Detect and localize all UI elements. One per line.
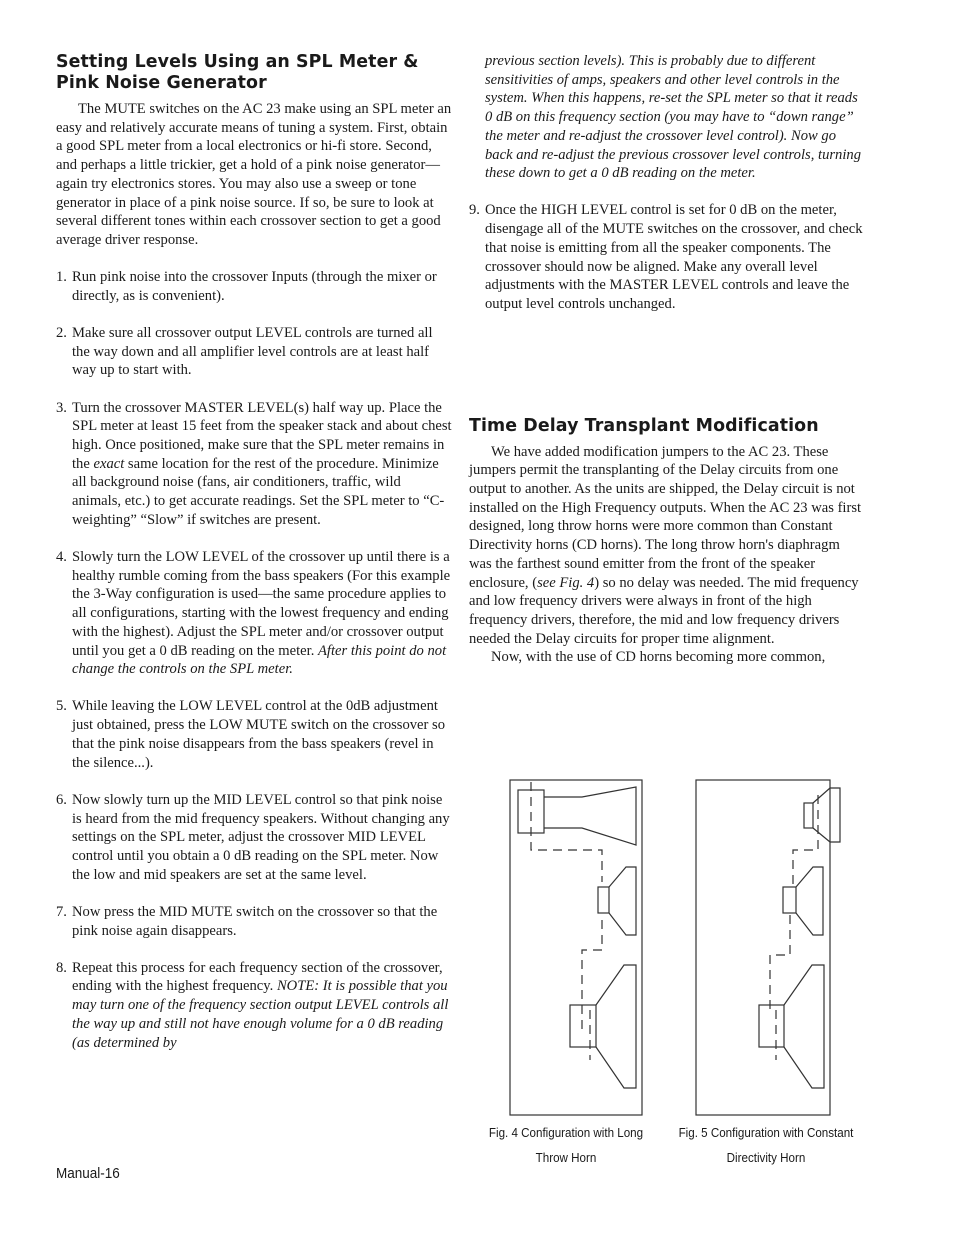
list-item: 7. Now press the MID MUTE switch on the crossover so that the pink noise again disappears. [56,903,438,939]
right-column [469,52,863,667]
spacer [469,314,863,416]
intro-paragraph: The MUTE switches on the AC 23 make using an SPL meter an easy and relatively accurate means of tuning a system. First, obtain a good SPL meter from a local electronics or hi-fi store. Second, and perhaps a little trickier, get a hold of a pink noise generator—again try electronics stores. You may also use a sweep or tone generator in place of a pink noise source. If so, be sure to look at several different tones within each crossover section to get a good average driver response. [56,101,452,248]
fig4-cabinet [510,780,642,1115]
procedure-list [56,268,452,1052]
list-item: 6. Now slowly turn up the MID LEVEL control so that pink noise is heard from the mid frequency speakers. Without changing any settings on the SPL meter, adjust the crossover MID LEVEL control until you obtain a 0 dB reading on the SPL meter. Now the low and mid speakers are set at the same level. [56,791,450,883]
time-delay-paragraph-1: We have added modification jumpers to the AC 23. These jumpers permit the transplanting of the Delay circuits from one output to another. As the units are shipped, the Delay circuit is not installed on the High Frequency outputs. When the AC 23 was first designed, long throw horns were more common than Constant Directivity horns (CD horns). The long throw horn's diaphragm was the farthest sound emitter from the front of the speaker enclosure, (see Fig. 4) so no delay was needed. The mid frequency and low frequency drivers were always in front of the high frequency drivers, therefore, the mid and low frequency drivers needed the Delay circuits for proper time alignment. [469,443,862,647]
time-delay-paragraph-2: Now, with the use of CD horns becoming more common, [491,649,826,666]
list-item: 3. Turn the crossover MASTER LEVEL(s) half way up. Place the SPL meter at least 15 feet from the speaker stack and about chest high. Once positioned, make sure that the SPL meter remains in the exact same location for the rest of the procedure. Minimize all background noise (fans, air conditioners, traffic, wild animals, etc.) to get accurate readings. Set the SPL meter to “C-weighting” “Slow” if switches are present. [56,399,452,528]
fig4-mid-driver [598,867,636,935]
fig4-caption: Fig. 4 Configuration with Long Throw Horn [488,1125,644,1165]
section-heading-time-delay: Time Delay Transplant Modification [469,415,819,436]
fig5-low-driver [759,965,824,1088]
fig5-mid-driver [783,867,823,935]
page-number: Manual-16 [56,1165,120,1182]
fig4-long-throw-horn [518,787,636,845]
list-item: 9. Once the HIGH LEVEL control is set for 0 dB on the meter, disengage all of the MUTE switches on the crossover, and check that noise is emitting from all the speaker components. The crossover should now be aligned. Make any overall level adjustments with the MASTER LEVEL controls and leave the output level controls unchanged. [469,202,863,312]
left-column [56,52,452,1052]
list-item: 4. Slowly turn the LOW LEVEL of the crossover up until there is a healthy rumble coming from the bass speakers (For this example the 3-Way configuration is used—the same procedure applies to all configurations, starting with the lowest frequency and ending with the highest). Adjust the SPL meter and/or crossover output until you get a 0 dB reading on the meter. After this point do not change the controls on the SPL meter. [56,549,451,678]
fig4-delay-path-mid [582,920,602,1035]
step8-continued: previous section levels). This is probably due to different sensitivities of amps, speakers and other level controls in the system. When this happens, re-set the SPL meter so that it reads 0 dB on this frequency section (you may have to “down range” the meter and re-adjust the crossover level control). Now go back and re-adjust the previous crossover level controls, turning these down to get a 0 dB reading on the meter. [485,53,861,182]
fig5-cd-horn [804,788,840,842]
list-item: 2. Make sure all crossover output LEVEL controls are turned all the way down and all amplifier level controls are at least half way up to start with. [56,325,433,379]
fig5-cabinet [696,780,830,1115]
fig5-delay-path-mid [770,915,790,1010]
speaker-figures [500,770,860,1120]
fig5-caption: Fig. 5 Configuration with Constant Directivity Horn [678,1125,854,1165]
procedure-list-continued [469,201,863,313]
fig4-low-driver [570,965,636,1088]
section-heading-spl: Setting Levels Using an SPL Meter & Pink Noise Generator [56,52,419,93]
list-item: 8. Repeat this process for each frequency section of the crossover, ending with the highest frequency. NOTE: It is possible that you may turn one of the frequency section output LEVEL controls all the way up and still not have enough volume for a 0 dB reading (as determined by [56,959,449,1051]
list-item: 1. Run pink noise into the crossover Inputs (through the mixer or directly, as is convenient). [56,269,437,304]
list-item: 5. While leaving the LOW LEVEL control at the 0dB adjustment just obtained, press the LOW MUTE switch on the crossover so that the pink noise disappears from the bass speakers (revel in the silence...). [56,698,446,771]
